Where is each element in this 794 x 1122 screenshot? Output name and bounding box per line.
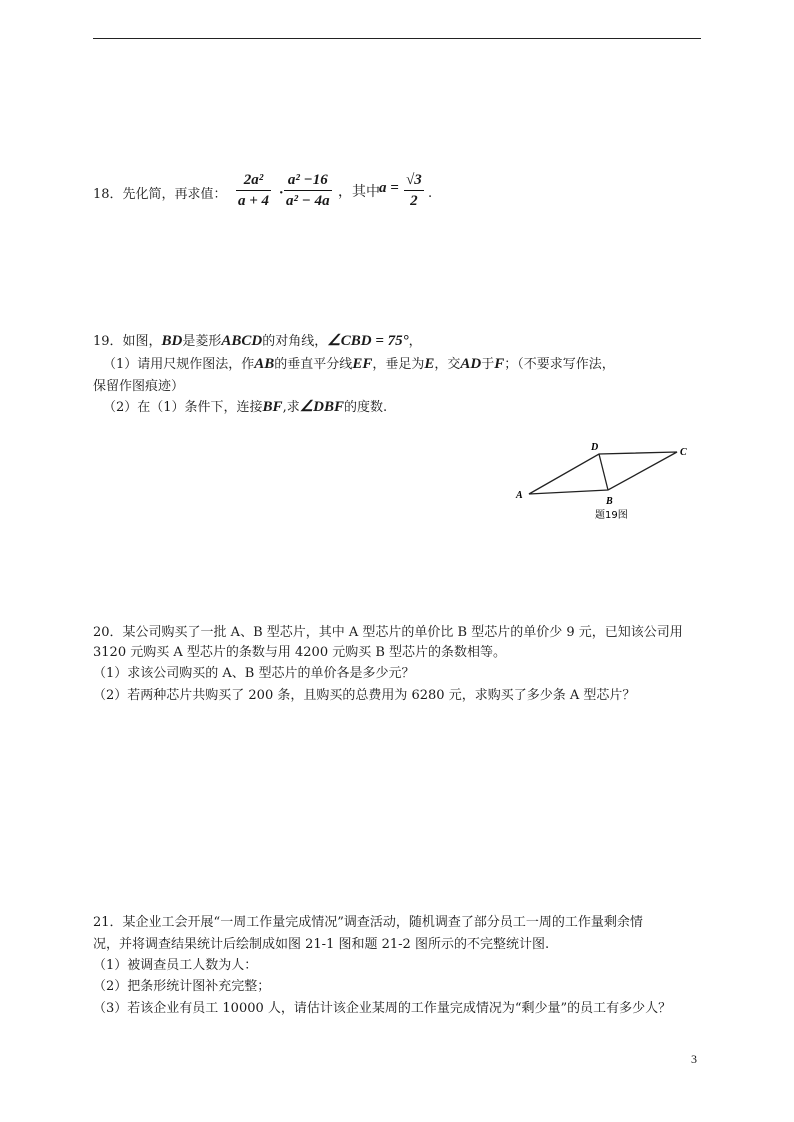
- q20-line2: 3120 元购买 A 型芯片的条数与用 4200 元购买 B 型芯片的条数相等。: [93, 645, 507, 660]
- q19-abcd: ABCD: [221, 333, 263, 349]
- q20-sub2: （2）若两种芯片共购买了 200 条，且购买的总费用为 6280 元，求购买了多少条 A 型芯片？: [93, 688, 636, 703]
- q18-where: ，其中: [338, 184, 380, 200]
- q18-frac1-denominator: a + 4: [238, 193, 270, 209]
- q20-line1: 20．某公司购买了一批 A、B 型芯片，其中 A 型芯片的单价比 B 型芯片的单价少 9 元，已知该公司用: [93, 625, 683, 640]
- q19-bf: BF: [262, 399, 283, 415]
- q18-fraction-2: [284, 170, 332, 211]
- q18-fraction-1: [236, 170, 271, 211]
- q19-text: 的度数.: [344, 400, 388, 415]
- q18-fraction-3: [404, 170, 424, 211]
- q19-f: F: [494, 356, 505, 372]
- q21-line1: 21．某企业工会开展“一周工作量完成情况”调查活动，随机调查了部分员工一周的工作量剩余情: [93, 915, 643, 930]
- vertex-c-label: C: [680, 447, 687, 458]
- q19-intro: 19．如图，: [93, 334, 162, 349]
- q18-prefix: 18．先化简，再求值：: [93, 187, 227, 202]
- q18-variable: a =: [379, 180, 399, 196]
- q18-end: .: [428, 186, 433, 201]
- q21-sub1: （1）被调查员工人数为人：: [93, 958, 258, 973]
- q21-sub3: （3）若该企业有员工 10000 人，请估计该企业某周的工作量完成情况为“剩少量”的员工有多少人？: [93, 1001, 672, 1016]
- q19-bd: BD: [161, 333, 183, 349]
- q19-text: 于: [481, 357, 495, 372]
- q21-line2: 况，并将调查结果统计后绘制成如图 21-1 图和题 21-2 图所示的不完整统计图.: [93, 937, 550, 952]
- q18-frac2-numerator: a² −16: [287, 172, 328, 188]
- q19-e: E: [424, 356, 435, 372]
- q19-text: 是菱形: [182, 334, 222, 349]
- q20-sub1: （1）求该公司购买的 A、B 型芯片的单价各是多少元？: [93, 666, 415, 681]
- q19-ab: AB: [254, 356, 275, 372]
- q19-part1-line2: 保留作图痕迹）: [93, 379, 185, 394]
- q18-multiply-dot: ·: [279, 186, 284, 201]
- q19-text: 的对角线，: [262, 334, 328, 349]
- vertex-b-label: B: [606, 496, 613, 507]
- q21-sub2: （2）把条形统计图补充完整；: [93, 979, 271, 994]
- q18-frac3-denominator: 2: [410, 193, 418, 209]
- figure-caption: 题19图: [595, 510, 628, 521]
- q19-angle: ∠CBD = 75°: [327, 333, 409, 349]
- q19-text: ，垂足为: [372, 357, 425, 372]
- q19-rhombus-figure: [505, 438, 705, 528]
- q19-text: ；（不要求写作法，: [504, 357, 615, 372]
- rhombus-abcd: [529, 452, 677, 494]
- page-number: 3: [691, 1052, 697, 1066]
- header-rule: [93, 38, 701, 39]
- q18-frac2-denominator: a² − 4a: [286, 193, 330, 209]
- vertex-a-label: A: [516, 490, 523, 501]
- q19-part1: [103, 353, 615, 373]
- q19-text: ,求: [282, 400, 300, 415]
- q19-ef: EF: [352, 356, 373, 372]
- q19-part2: [103, 396, 387, 416]
- vertex-d-label: D: [591, 442, 599, 453]
- q19-text: ，: [408, 334, 422, 349]
- q19-ad: AD: [460, 356, 482, 372]
- q19-text: 的垂直平分线: [274, 357, 353, 372]
- q19-dbf: ∠DBF: [299, 399, 344, 415]
- q19-text: （2）在（1）条件下，连接: [103, 400, 263, 415]
- q18-frac1-numerator: 2a²: [243, 172, 264, 188]
- q19-line1: [93, 330, 422, 350]
- q19-text: （1）请用尺规作图法，作: [103, 357, 255, 372]
- diagonal-bd: [599, 454, 608, 490]
- q18-frac3-numerator: √3: [406, 172, 422, 188]
- q19-text: ，交: [434, 357, 461, 372]
